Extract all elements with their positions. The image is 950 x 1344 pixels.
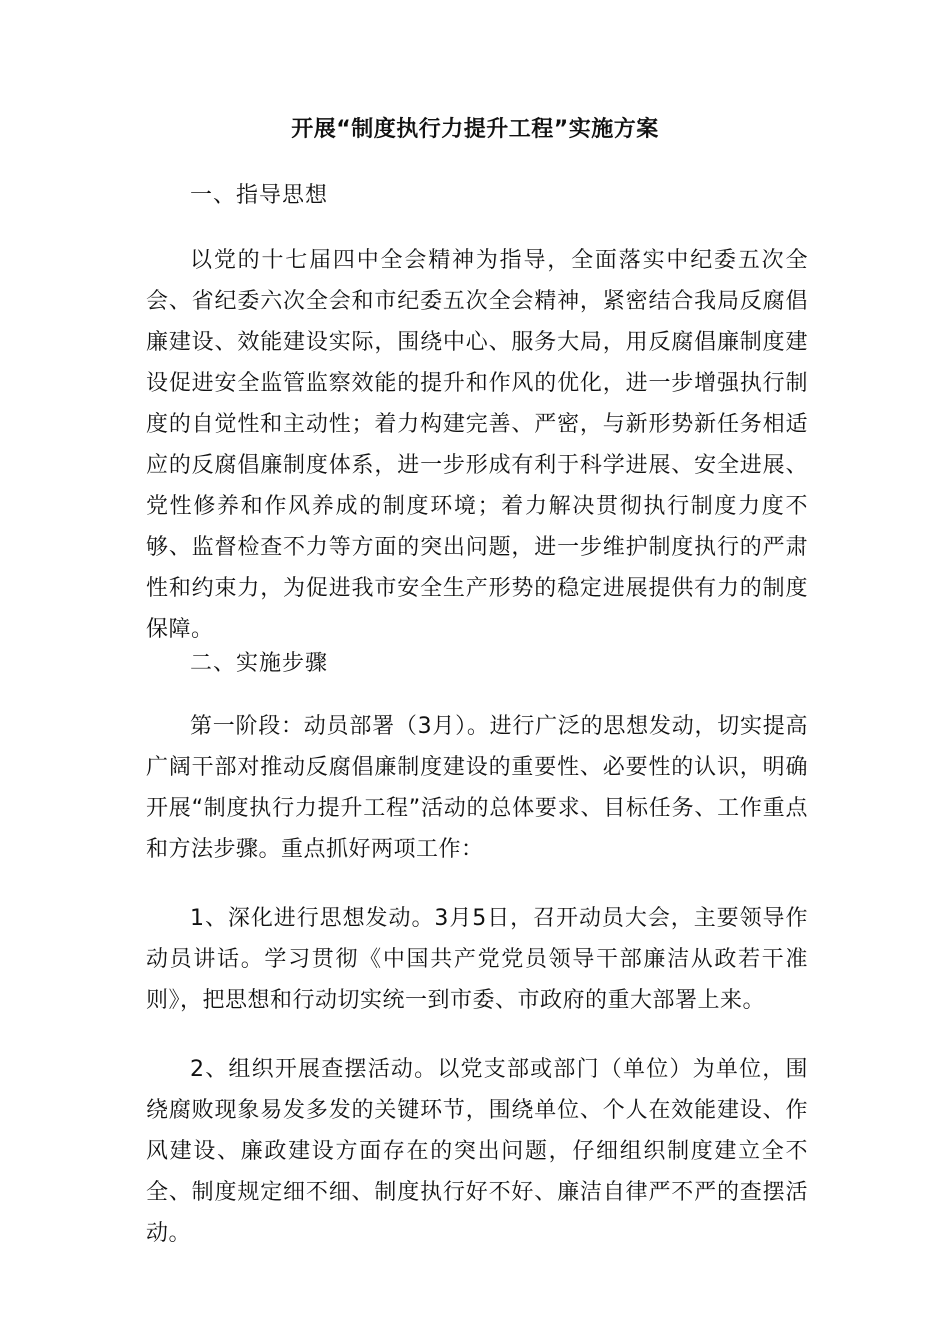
paragraph-item-two: 2、组织开展查摆活动。以党支部或部门（单位）为单位，围绕腐败现象易发多发的关键环节，围绕单位、个人在效能建设、作风建设、廉政建设方面存在的突出问题，仔细组织制度建立全不全、制度规定细不细、制度执行好不好、廉洁自律严不严的查摆活动。 xyxy=(146,1057,808,1246)
paragraph-stage-one: 第一阶段：动员部署（3月）。进行广泛的思想发动，切实提高广阔干部对推动反腐倡廉制度建设的重要性、必要性的认识，明确开展“制度执行力提升工程”活动的总体要求、目标任务、工作重点和方法步骤。重点抓好两项工作： xyxy=(146,714,808,862)
section-heading-implementation-steps: 二、实施步骤 xyxy=(190,651,329,676)
paragraph-guiding-ideology: 以党的十七届四中全会精神为指导，全面落实中纪委五次全会、省纪委六次全会和市纪委五次全会精神，紧密结合我局反腐倡廉建设、效能建设实际，围绕中心、服务大局，用反腐倡廉制度建设促进安全监管监察效能的提升和作风的优化，进一步增强执行制度的自觉性和主动性；着力构建完善、严密，与新形势新任务相适应的反腐倡廉制度体系，进一步形成有利于科学进展、安全进展、党性修养和作风养成的制度环境；着力解决贯彻执行制度力度不够、监督检查不力等方面的突出问题，进一步维护制度执行的严肃性和约束力，为促进我市安全生产形势的稳定进展提供有力的制度保障。 xyxy=(146,248,808,642)
section-heading-guiding-ideology: 一、指导思想 xyxy=(190,183,329,208)
document-title: 开展“制度执行力提升工程”实施方案 xyxy=(291,117,659,142)
paragraph-item-one: 1、深化进行思想发动。3月5日，召开动员大会，主要领导作动员讲话。学习贯彻《中国共产党党员领导干部廉洁从政若干准则》，把思想和行动切实统一到市委、市政府的重大部署上来。 xyxy=(146,906,808,1013)
